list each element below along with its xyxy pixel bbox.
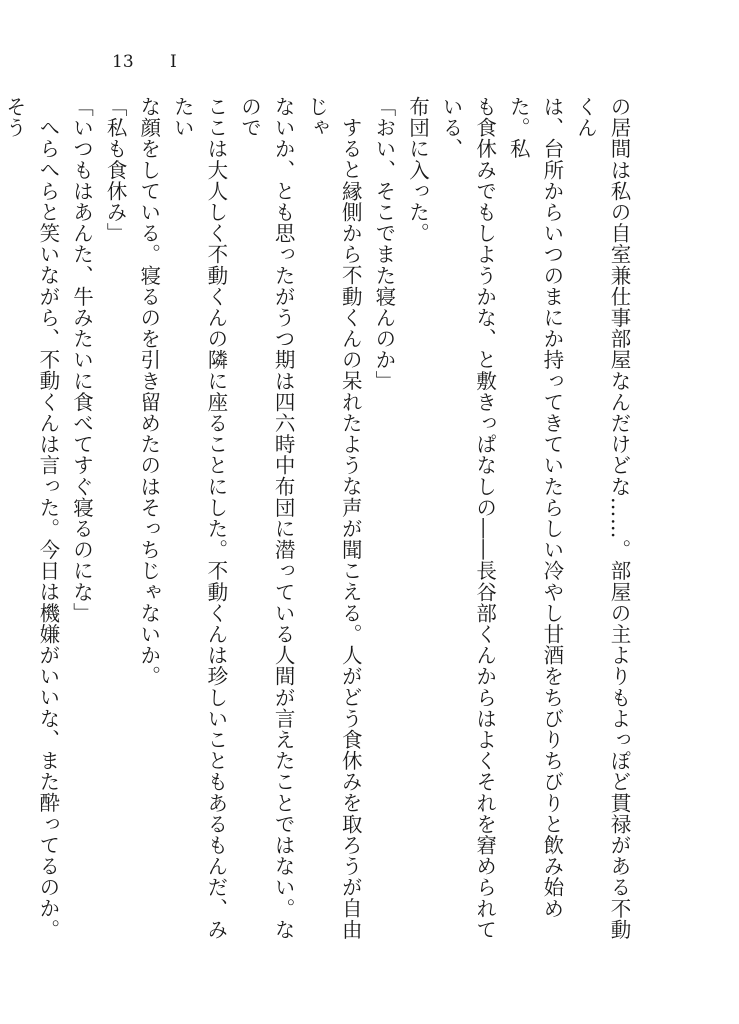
dialogue-line: 「おい、そこでまた寝んのか」 [371,96,396,392]
dialogue-line: 「私も食休み」 [103,96,128,244]
text-line: な顔をしている。寝るのを引き留めたのはそっちじゃないか。 [136,96,161,687]
vertical-text-body [2,96,635,956]
text-line: ないか、とも思ったがうつ期は四六時中布団に潜っている人間が言えたことではない。なので [237,96,296,940]
text-line: すると縁側から不動くんの呆れたような声が聞こえる。人がどう食休みを取ろうが自由じゃ [304,96,363,940]
chapter-number: I [170,52,177,72]
text-line: も食休みでもしようかな、と敷きっぱなしの――長谷部くんからはよくそれを窘められている、 [439,96,497,940]
page-number: 13 [112,52,134,72]
dialogue-line: 「いつもはあんた、牛みたいに食べてすぐ寝るのにな」 [69,96,94,624]
text-line: は、台所からいつのまにか持ってきていたらしい冷やし甘酒をちびりちびりと飲み始めた。私 [506,96,564,919]
text-line: の居間は私の自室兼仕事部屋なんだけどな……。部屋の主よりもよっぽど貫禄がある不動くん [573,96,631,940]
text-line: へらへらと笑いながら、不動くんは言った。今日は機嫌がいいな、また酔ってるのか。そう [2,96,60,940]
text-line: ここは大人しく不動くんの隣に座ることにした。不動くんは珍しいこともあるもんだ、みたい [170,96,228,940]
text-line: 布団に入った。 [405,96,430,244]
